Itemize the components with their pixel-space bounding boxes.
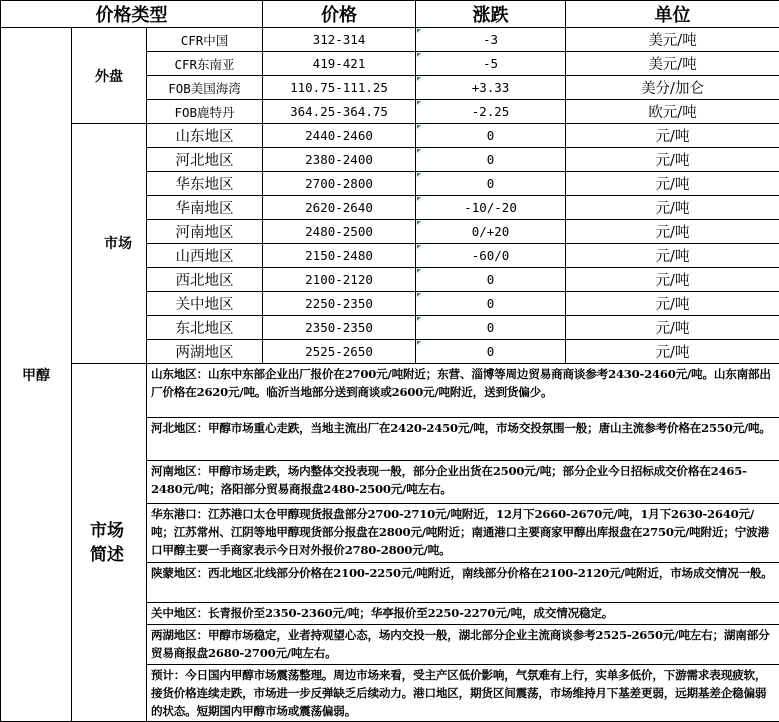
cell-marker-icon [417,341,421,345]
cell-marker-icon [417,101,421,105]
cell-marker-icon [417,221,421,225]
row-change: 0 [416,292,566,316]
external-row [1,28,779,52]
summary-shandong: 山东地区：山东中东部企业出厂报价在2700元/吨附近；东营、淄博等周边贸易商商谈参考2430-2460元/吨。山东南部出厂价格在2620元/吨。临沂当地部分送到商谈或2600元/吨附近，送到货偏少。 [147,364,779,418]
row-change: -60/0 [416,244,566,268]
cell-marker-icon [417,293,421,297]
row-name: CFR中国 [147,28,263,52]
row-name: 华南地区 [147,196,263,220]
row-change: 0 [416,124,566,148]
row-unit: 元/吨 [566,268,779,292]
summary-hebei: 河北地区：甲醇市场重心走跌，当地主流出厂在2420-2450元/吨，市场交投氛围一般；唐山主流参考价格在2550元/吨。 [147,418,779,461]
row-unit: 元/吨 [566,316,779,340]
row-price: 364.25-364.75 [263,100,416,124]
summary-lianghu: 两湖地区：甲醇市场稳定，业者持观望心态，场内交投一般，湖北部分企业主流商谈参考2525-2650元/吨左右；湖南部分贸易商报盘2680-2700元/吨左右。 [147,625,779,665]
summary-shaanxi-mongolia: 陕蒙地区：西北地区北线部分价格在2100-2250元/吨附近，南线部分价格在2100-2120元/吨附近，市场成交情况一般。 [147,563,779,603]
summary-row [1,364,779,418]
row-price: 2480-2500 [263,220,416,244]
row-change: -2.25 [416,100,566,124]
row-name: CFR东南亚 [147,52,263,76]
summary-guanzhong: 关中地区：长青报价至2350-2360元/吨；华亭报价至2250-2270元/吨，成交情况稳定。 [147,603,779,625]
header-change: 涨跌 [416,1,566,28]
header-row [1,1,779,28]
cell-marker-icon [417,269,421,273]
row-name: 华东地区 [147,172,263,196]
row-change: 0 [416,268,566,292]
row-unit: 元/吨 [566,220,779,244]
row-change: -5 [416,52,566,76]
row-price: 2250-2350 [263,292,416,316]
row-unit: 美元/吨 [566,28,779,52]
row-unit: 欧元/吨 [566,100,779,124]
cell-marker-icon [417,317,421,321]
row-name: 关中地区 [147,292,263,316]
row-change: 0 [416,316,566,340]
row-price: 2440-2460 [263,124,416,148]
row-unit: 元/吨 [566,196,779,220]
row-price: 312-314 [263,28,416,52]
row-unit: 元/吨 [566,124,779,148]
header-price: 价格 [263,1,416,28]
row-price: 110.75-111.25 [263,76,416,100]
row-change: 0/+20 [416,220,566,244]
row-change: 0 [416,172,566,196]
row-price: 2100-2120 [263,268,416,292]
row-name: 两湖地区 [147,340,263,364]
row-change: +3.33 [416,76,566,100]
row-unit: 元/吨 [566,292,779,316]
row-unit: 元/吨 [566,148,779,172]
group-market: 市场 [72,124,147,364]
group-external: 外盘 [72,28,147,124]
row-name: 山西地区 [147,244,263,268]
row-price: 2620-2640 [263,196,416,220]
header-category: 价格类型 [1,1,263,28]
header-unit: 单位 [566,1,779,28]
row-price: 2150-2480 [263,244,416,268]
row-change: -3 [416,28,566,52]
cell-marker-icon [417,125,421,129]
cell-marker-icon [417,77,421,81]
row-name: 山东地区 [147,124,263,148]
cell-marker-icon [417,173,421,177]
summary-henan: 河南地区：甲醇市场走跌，场内整体交投表现一般，部分企业出货在2500元/吨；部分企业今日招标成交价格在2465-2480元/吨；洛阳部分贸易商报盘2480-2500元/吨左右。 [147,461,779,504]
cell-marker-icon [417,53,421,57]
row-change: -10/-20 [416,196,566,220]
row-unit: 元/吨 [566,244,779,268]
row-name: FOB鹿特丹 [147,100,263,124]
group-summary-line1: 市场 简述 [90,521,124,565]
row-price: 2700-2800 [263,172,416,196]
row-price: 2350-2350 [263,316,416,340]
row-name: 西北地区 [147,268,263,292]
row-price: 2525-2650 [263,340,416,364]
row-price: 2380-2400 [263,148,416,172]
row-name: FOB美国海湾 [147,76,263,100]
summary-forecast: 预计：今日国内甲醇市场震荡整理。周边市场来看，受主产区低价影响，气氛难有上行，实单多低价，下游需求表现疲软，接货价格连续走跌，市场进一步反弹缺乏后续动力。港口地区，期货区间震荡，市场维持月下基差更弱，远期基差企稳偏弱的状态。短期国内甲醇市场或震荡偏弱。 [147,665,779,722]
group-summary [72,364,147,722]
row-unit: 美分/加仑 [566,76,779,100]
row-change: 0 [416,340,566,364]
row-unit: 美元/吨 [566,52,779,76]
summary-east-port: 华东港口：江苏港口太仓甲醇现货报盘部分2700-2710元/吨附近，12月下2660-2670元/吨，1月下2630-2640元/吨；江苏常州、江阴等地甲醇现货部分报盘在2800元/吨附近；南通港口主要商家甲醇出库报盘在2750元/吨附近；宁波港口甲醇主要一手商家表示今日对外报价2780-2800元/吨。 [147,504,779,563]
row-name: 东北地区 [147,316,263,340]
cell-marker-icon [417,29,421,33]
cell-marker-icon [417,149,421,153]
row-name: 河北地区 [147,148,263,172]
row-unit: 元/吨 [566,172,779,196]
cell-marker-icon [417,245,421,249]
market-row [1,124,779,148]
row-name: 河南地区 [147,220,263,244]
row-change: 0 [416,148,566,172]
cell-marker-icon [417,197,421,201]
row-unit: 元/吨 [566,340,779,364]
product-label: 甲醇 [1,28,72,722]
row-price: 419-421 [263,52,416,76]
